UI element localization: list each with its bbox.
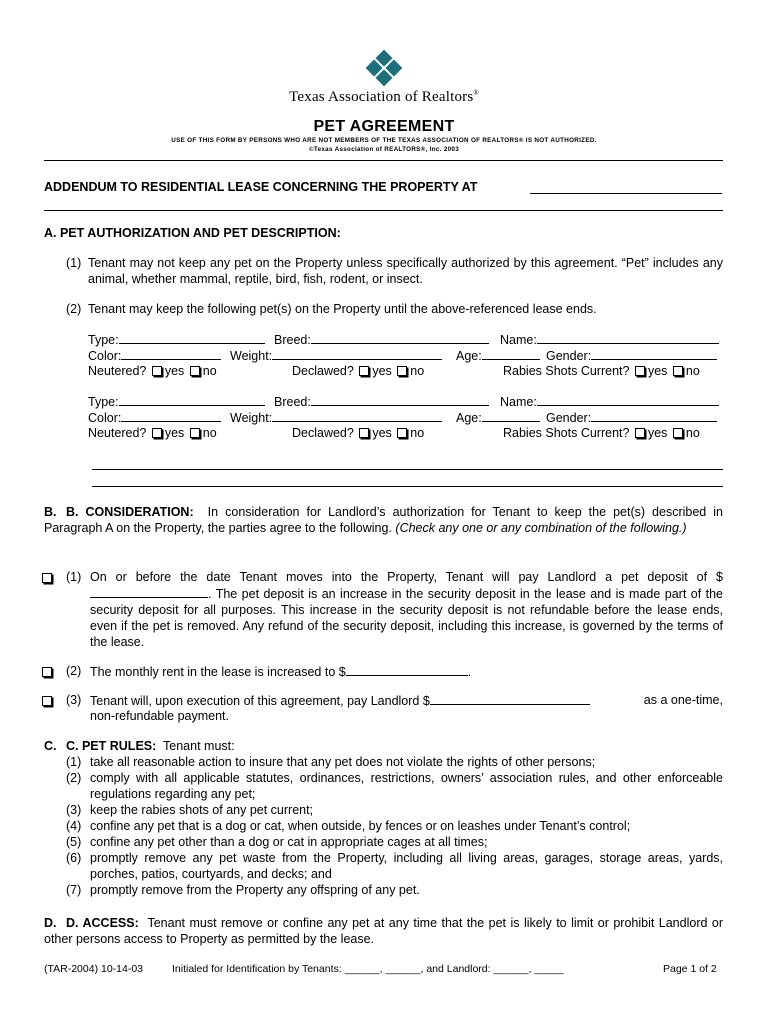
pet-deposit-text: On or before the date Tenant moves into the Property, Tenant will pay Landlord a pet deposit of $. The pet deposit is an increase in the security deposit in the lease and is made part of the security deposit for all purposes. This increase in the security deposit is not refundable before the lease ends, even if the pet is removed. Any refund of the security deposit, including this increase, is governed by the terms of the lease.: [90, 570, 723, 649]
pet-rule-item: [66, 802, 723, 818]
pet-rule-text: comply with all applicable statutes, ordinances, restrictions, owners’ association rules, and other enforceable regulations regarding any pet;: [90, 771, 723, 801]
copyright: ©Texas Association of REALTORS®, Inc. 2003: [308, 146, 460, 153]
checkbox-icon[interactable]: [673, 428, 683, 438]
one-time-payment-field[interactable]: [430, 692, 590, 705]
checkbox-icon[interactable]: [190, 428, 200, 438]
one-time-payment-text-line2: non-refundable payment.: [90, 709, 229, 723]
pet-rule-text: keep the rabies shots of any pet current;: [90, 803, 314, 817]
pet1-weight-field[interactable]: Weight:: [230, 347, 442, 363]
pet1-color-field[interactable]: Color:: [88, 347, 221, 363]
divider: [44, 160, 723, 161]
pet-rule-item: [66, 754, 723, 770]
item-number: (1): [66, 256, 82, 270]
pet-permission-text: Tenant may keep the following pet(s) on the Property until the above-referenced lease ends.: [88, 302, 597, 316]
checkbox-icon[interactable]: [152, 428, 162, 438]
section-d: D. D. ACCESS: Tenant must remove or confine any pet at any time that the pet is likely to limit or prohibit Landlord or other persons access to Property as permitted by the lease.: [44, 916, 724, 946]
pet2-declawed: Declawed? yes no: [292, 426, 425, 440]
item-number: (3): [66, 693, 82, 707]
pet-rule-text: confine any pet other than a dog or cat in appropriate cages at all times;: [90, 835, 488, 849]
pet-rules-list: [66, 754, 723, 898]
rent-increase-amount-field[interactable]: [346, 663, 468, 676]
pet1-neutered: Neutered? yes no: [88, 364, 217, 378]
property-address-field[interactable]: [530, 193, 722, 194]
pet-rule-text: confine any pet that is a dog or cat, when outside, by fences or on leashes under Tenant’s control;: [90, 819, 631, 833]
item-number: (5): [66, 835, 82, 849]
item-number: (4): [66, 819, 82, 833]
pet-deposit-amount-field[interactable]: [90, 585, 208, 598]
checkbox-icon[interactable]: [359, 428, 369, 438]
addendum-heading: ADDENDUM TO RESIDENTIAL LEASE CONCERNING THE PROPERTY AT: [44, 180, 478, 194]
checkbox-icon[interactable]: [397, 428, 407, 438]
section-c-heading: C. C. PET RULES: Tenant must:: [44, 739, 235, 753]
initials-line[interactable]: Initialed for Identification by Tenants: ______, ______, and Landlord: ______, _____: [172, 963, 564, 975]
checkbox-icon[interactable]: [190, 366, 200, 376]
pet2-name-field[interactable]: Name:: [500, 393, 719, 409]
section-b-title: B. CONSIDERATION:: [66, 505, 194, 519]
page-number: Page 1 of 2: [663, 963, 717, 975]
additional-info-line[interactable]: [92, 486, 723, 487]
form-id: (TAR-2004) 10-14-03: [44, 963, 144, 975]
pet1-declawed: Declawed? yes no: [292, 364, 425, 378]
pet1-name-field[interactable]: Name:: [500, 331, 719, 347]
pet2-gender-field[interactable]: Gender:: [546, 409, 717, 425]
section-d-title: D. ACCESS:: [66, 916, 139, 930]
pet-definition-text: Tenant may not keep any pet on the Property unless specifically authorized by this agreement. “Pet” includes any animal, whether mammal, reptile, bird, fish, rodent, or insect.: [88, 256, 723, 286]
pet2-color-field[interactable]: Color:: [88, 409, 221, 425]
checkbox-icon[interactable]: [42, 696, 52, 706]
pet-rule-item: [66, 850, 723, 882]
pet2-breed-field[interactable]: Breed:: [274, 393, 489, 409]
section-b-intro: B. B. CONSIDERATION: In consideration for Landlord’s authorization for Tenant to keep the pet(s) described in Paragraph A on the Property, the parties agree to the following. (Check any one or any combination of the following.): [44, 505, 723, 535]
one-time-payment-text: Tenant will, upon execution of this agreement, pay Landlord $ as a one-time,: [90, 693, 723, 708]
checkbox-icon[interactable]: [42, 667, 52, 677]
section-a-title: A. PET AUTHORIZATION AND PET DESCRIPTION:: [44, 226, 341, 240]
pet-rule-item: [66, 882, 723, 898]
item-number: (1): [66, 755, 82, 769]
item-number: (7): [66, 883, 82, 897]
pet-rule-item: [66, 834, 723, 850]
pet2-rabies: Rabies Shots Current? yes no: [503, 426, 700, 440]
pet2-age-field[interactable]: Age:: [456, 409, 540, 425]
rent-increase-text: The monthly rent in the lease is increased to $ .: [90, 665, 472, 679]
checkbox-icon[interactable]: [397, 366, 407, 376]
checkbox-icon[interactable]: [635, 428, 645, 438]
pet1-type-field[interactable]: Type:: [88, 331, 265, 347]
item-number: (6): [66, 851, 82, 865]
item-number: (3): [66, 803, 82, 817]
divider: [44, 210, 723, 211]
checkbox-icon[interactable]: [359, 366, 369, 376]
pet-rule-item: [66, 770, 723, 802]
pet-rule-item: [66, 818, 723, 834]
item-number: (2): [66, 302, 82, 316]
checkbox-icon[interactable]: [673, 366, 683, 376]
pet-rule-text: take all reasonable action to insure that any pet does not violate the rights of other persons;: [90, 755, 596, 769]
pet-rule-text: promptly remove any pet waste from the Property, including all living areas, garages, storage areas, yards, porches, patios, courtyards, and decks; and: [90, 851, 723, 881]
organization-name: Texas Association of Realtors®: [289, 89, 479, 105]
pet1-age-field[interactable]: Age:: [456, 347, 540, 363]
section-c-title: C. PET RULES:: [66, 739, 157, 753]
checkbox-icon[interactable]: [635, 366, 645, 376]
item-number: (2): [66, 771, 82, 785]
checkbox-icon[interactable]: [42, 573, 52, 583]
pet2-type-field[interactable]: Type:: [88, 393, 265, 409]
usage-notice: USE OF THIS FORM BY PERSONS WHO ARE NOT MEMBERS OF THE TEXAS ASSOCIATION OF REALTORS® IS NOT AUTHORIZED.: [171, 137, 597, 144]
additional-info-line[interactable]: [92, 469, 723, 470]
pet2-neutered: Neutered? yes no: [88, 426, 217, 440]
item-number: (1): [66, 570, 82, 584]
tar-logo-diamond-icon: [362, 46, 406, 90]
item-number: (2): [66, 664, 82, 678]
pet1-breed-field[interactable]: Breed:: [274, 331, 489, 347]
pet1-gender-field[interactable]: Gender:: [546, 347, 717, 363]
checkbox-icon[interactable]: [152, 366, 162, 376]
pet1-rabies: Rabies Shots Current? yes no: [503, 364, 700, 378]
pet-rule-text: promptly remove from the Property any offspring of any pet.: [90, 883, 420, 897]
pet2-weight-field[interactable]: Weight:: [230, 409, 442, 425]
form-title: PET AGREEMENT: [313, 118, 455, 135]
